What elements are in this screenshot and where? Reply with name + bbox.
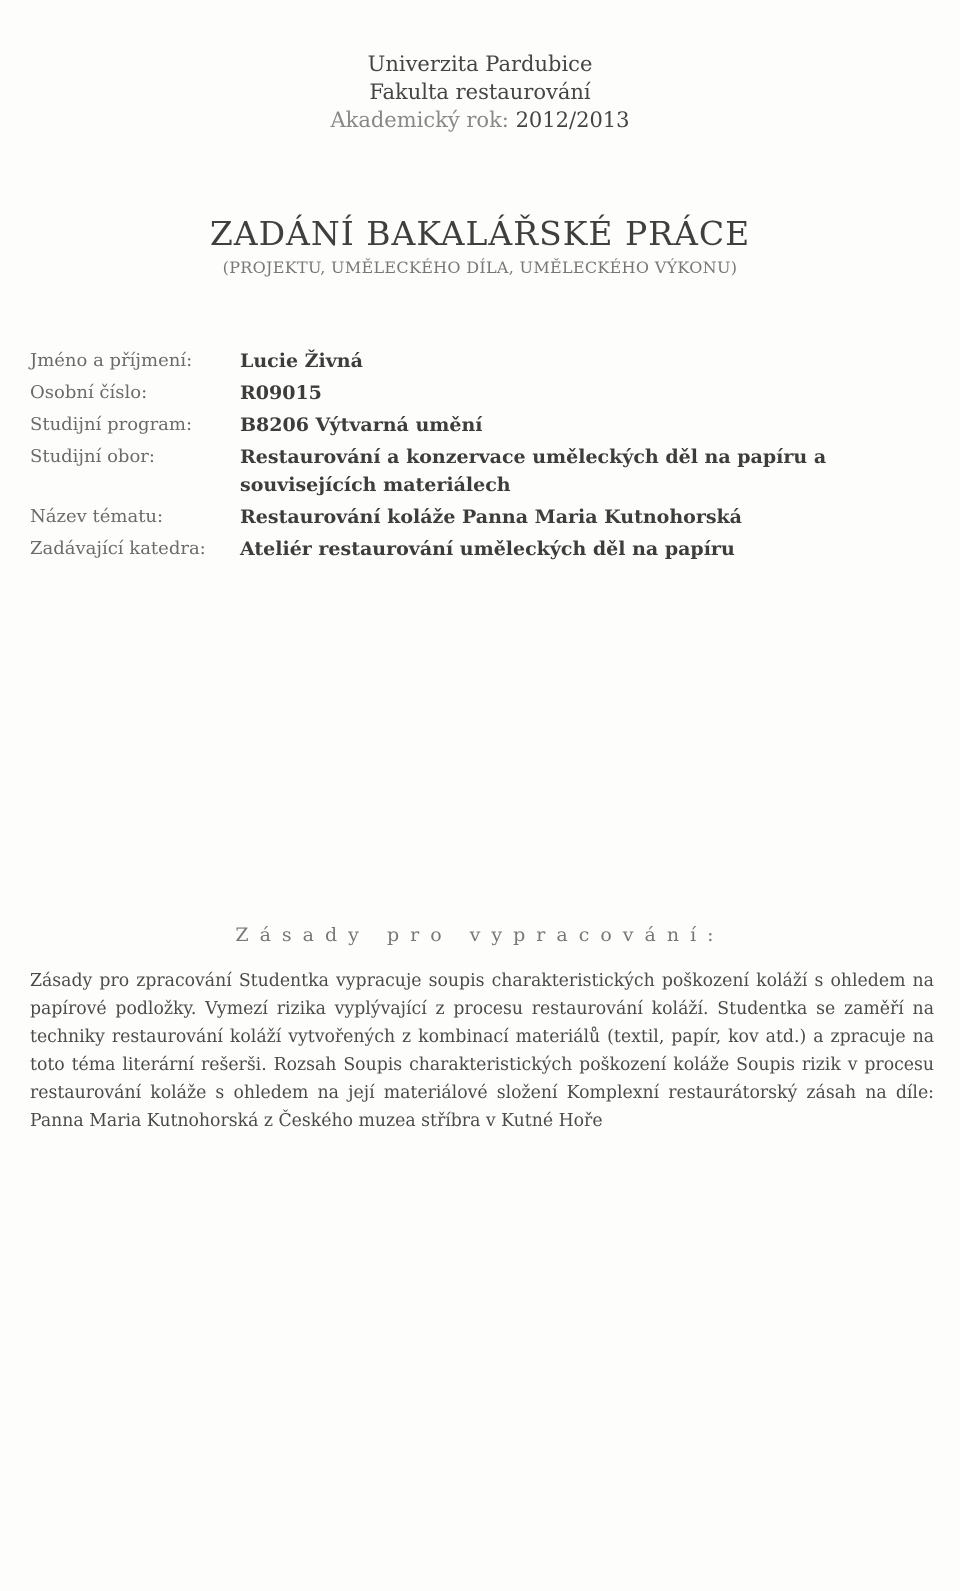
info-label: Jméno a příjmení:: [30, 350, 193, 371]
academic-year-value: 2012/2013: [515, 108, 630, 132]
document-header: [0, 50, 960, 134]
academic-year: [0, 106, 960, 134]
info-row-topic: [30, 503, 940, 531]
faculty-name: Fakulta restaurování: [369, 80, 591, 104]
info-value: B8206 Výtvarná umění: [240, 414, 483, 436]
info-row-department: [30, 535, 940, 563]
document-title: ZADÁNÍ BAKALÁŘSKÉ PRÁCE: [209, 214, 751, 253]
university-name: Univerzita Pardubice: [367, 52, 593, 76]
info-row-name: [30, 347, 940, 375]
info-row-personal-number: [30, 379, 940, 407]
guidelines-heading: Zásady pro vypracování:: [235, 924, 725, 946]
info-row-study-field: [30, 443, 940, 499]
info-value: Ateliér restaurování uměleckých děl na papíru: [240, 538, 735, 560]
info-value: Restaurování a konzervace uměleckých děl na papíru a souvisejících materiálech: [240, 446, 827, 496]
info-row-study-program: [30, 411, 940, 439]
info-value: R09015: [240, 382, 322, 404]
info-label: Osobní číslo:: [30, 382, 148, 403]
info-value: Lucie Živná: [240, 350, 363, 372]
info-label: Zadávající katedra:: [30, 538, 206, 559]
info-value: Restaurování koláže Panna Maria Kutnohorská: [240, 506, 742, 528]
academic-year-label: Akademický rok:: [330, 108, 509, 132]
info-label: Název tématu:: [30, 506, 164, 527]
document-subtitle: (PROJEKTU, UMĚLECKÉHO DÍLA, UMĚLECKÉHO VÝKONU): [222, 258, 738, 277]
info-label: Studijní program:: [30, 414, 193, 435]
guidelines-text: Zásady pro zpracování Studentka vypracuje soupis charakteristických poškození koláží s ohledem na papírové podložky. Vymezí rizika vyplývající z procesu restaurování koláží. Studentka se zaměří na techniky restaurování koláží vytvořených z kombinací materiálů (textil, papír, kov atd.) a zpracuje na toto téma literární rešerši. Rozsah Soupis charakteristických poškození koláže Soupis rizik v procesu restaurování koláže s ohledem na její materiálové složení Komplexní restaurátorský zásah na díle: Panna Maria Kutnohorská z Českého muzea stříbra v Kutné Hoře: [30, 971, 934, 1131]
title-block: [0, 213, 960, 281]
info-label: Studijní obor:: [30, 446, 155, 467]
student-info-table: [30, 347, 940, 567]
